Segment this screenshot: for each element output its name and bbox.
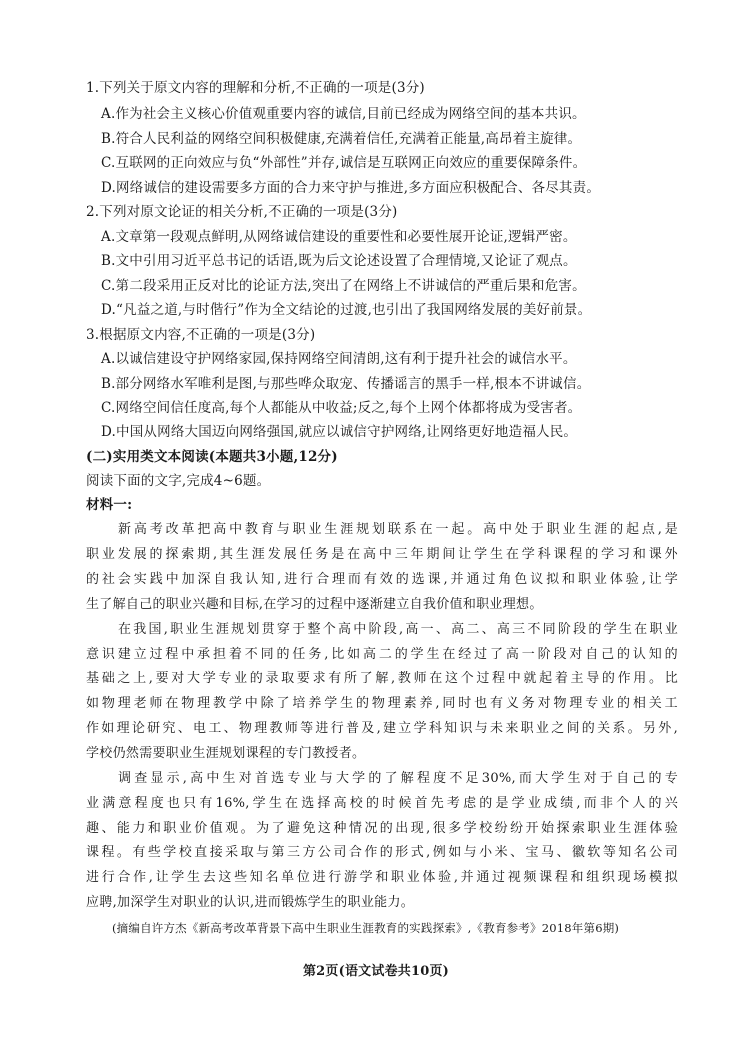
paragraph-3-line: 业满意程度也只有16%,学生在选择高校的时候首先考虑的是学业成绩,而非个人的兴 <box>86 796 678 811</box>
question-1-option-c: C.互联网的正向效应与负“外部性”并存,诚信是互联网正向效应的重要保障条件。 <box>101 155 587 171</box>
paragraph-3-line: 趣、能力和职业价值观。为了避免这种情况的出现,很多学校纷纷开始探索职业生涯体验 <box>86 821 678 836</box>
question-3-option-d: D.中国从网络大国迈向网络强国,就应以诚信守护网络,让网络更好地造福人民。 <box>101 424 578 440</box>
section-title: (二)实用类文本阅读(本题共3小题,12分) <box>86 449 338 465</box>
page-footer: 第2页(语文试卷共10页) <box>302 964 450 979</box>
paragraph-3-line: 进行合作,让学生去这些知名单位进行游学和职业体验,并通过视频课程和组织现场模拟 <box>86 870 678 885</box>
question-2-option-d: D.“凡益之道,与时偕行”作为全文结论的过渡,也引出了我国网络发展的美好前景。 <box>101 302 592 318</box>
paragraph-2-line: 作如理论研究、电工、物理教师等进行普及,建立学科知识与未来职业之间的关系。另外, <box>86 721 678 736</box>
question-1-option-d: D.网络诚信的建设需要多方面的合力来守护与推进,多方面应积极配合、各尽其责。 <box>101 180 601 196</box>
question-3-option-a: A.以诚信建设守护网络家园,保持网络空间清朗,这有利于提升社会的诚信水平。 <box>101 351 577 367</box>
paragraph-2-line: 学校仍然需要职业生涯规划课程的专门教授者。 <box>86 746 366 761</box>
paragraph-2-line: 基础之上,要对大学专业的录取要求有所了解,教师在这个过程中就起着主导的作用。比 <box>86 671 678 686</box>
paragraph-1-line: 新高考改革把高中教育与职业生涯规划联系在一起。高中处于职业生涯的起点,是 <box>118 522 678 537</box>
paragraph-1-line: 生了解自己的职业兴趣和目标,在学习的过程中逐渐建立自我价值和职业理想。 <box>86 597 543 612</box>
question-2-stem: 2.下列对原文论证的相关分析,不正确的一项是(3分) <box>86 204 398 220</box>
question-2-option-c: C.第二段采用正反对比的论证方法,突出了在网络上不讲诚信的严重后果和危害。 <box>101 278 586 294</box>
paragraph-1-line: 的社会实践中加深自我认知,进行合理而有效的选课,并通过角色议拟和职业体验,让学 <box>86 572 678 587</box>
paragraph-3-line: 调查显示,高中生对首选专业与大学的了解程度不足30%,而大学生对于自己的专 <box>118 771 678 786</box>
material-title: 材料一: <box>86 497 133 513</box>
paragraph-2-line: 意识建立过程中承担着不同的任务,比如高二的学生在经过了高一阶段对自己的认知的 <box>86 647 678 662</box>
question-2-option-a: A.文章第一段观点鲜明,从网络诚信建设的重要性和必要性展开论证,逻辑严密。 <box>101 229 577 245</box>
question-1-option-b: B.符合人民利益的网络空间积极健康,充满着信任,充满着正能量,高昂着主旋律。 <box>101 131 582 147</box>
paragraph-2-line: 在我国,职业生涯规划贯穿于整个高中阶段,高一、高二、高三不同阶段的学生在职业 <box>118 622 678 637</box>
paragraph-2-line: 如物理老师在物理教学中除了培养学生的物理素养,同时也有义务对物理专业的相关工 <box>86 696 678 711</box>
paragraph-1-line: 职业发展的探索期,其生涯发展任务是在高中三年期间让学生在学科课程的学习和课外 <box>86 547 678 562</box>
question-3-option-b: B.部分网络水军唯利是图,与那些哗众取宠、传播谣言的黑手一样,根本不讲诚信。 <box>101 376 591 392</box>
paragraph-3-line: 课程。有些学校直接采取与第三方公司合作的形式,例如与小米、宝马、徽软等知名公司 <box>86 845 678 860</box>
source-citation: (摘编自许方杰《新高考改革背景下高中生职业生涯教育的实践探索》,《教育参考》2018年第6期) <box>112 921 620 935</box>
question-3-option-c: C.网络空间信任度高,每个人都能从中收益;反之,每个上网个体都将成为受害者。 <box>101 400 582 416</box>
question-1-option-a: A.作为社会主义核心价值观重要内容的诚信,目前已经成为网络空间的基本共识。 <box>101 106 586 122</box>
question-3-stem: 3.根据原文内容,不正确的一项是(3分) <box>86 327 316 343</box>
question-1-stem: 1.下列关于原文内容的理解和分析,不正确的一项是(3分) <box>86 80 425 96</box>
instruction: 阅读下面的文字,完成4~6题。 <box>86 473 271 489</box>
question-2-option-b: B.文中引用习近平总书记的话语,既为后文论述设置了合理情境,又论证了观点。 <box>101 253 577 269</box>
paragraph-3-line: 应聘,加深学生对职业的认识,进而锻炼学生的职业能力。 <box>86 895 415 910</box>
